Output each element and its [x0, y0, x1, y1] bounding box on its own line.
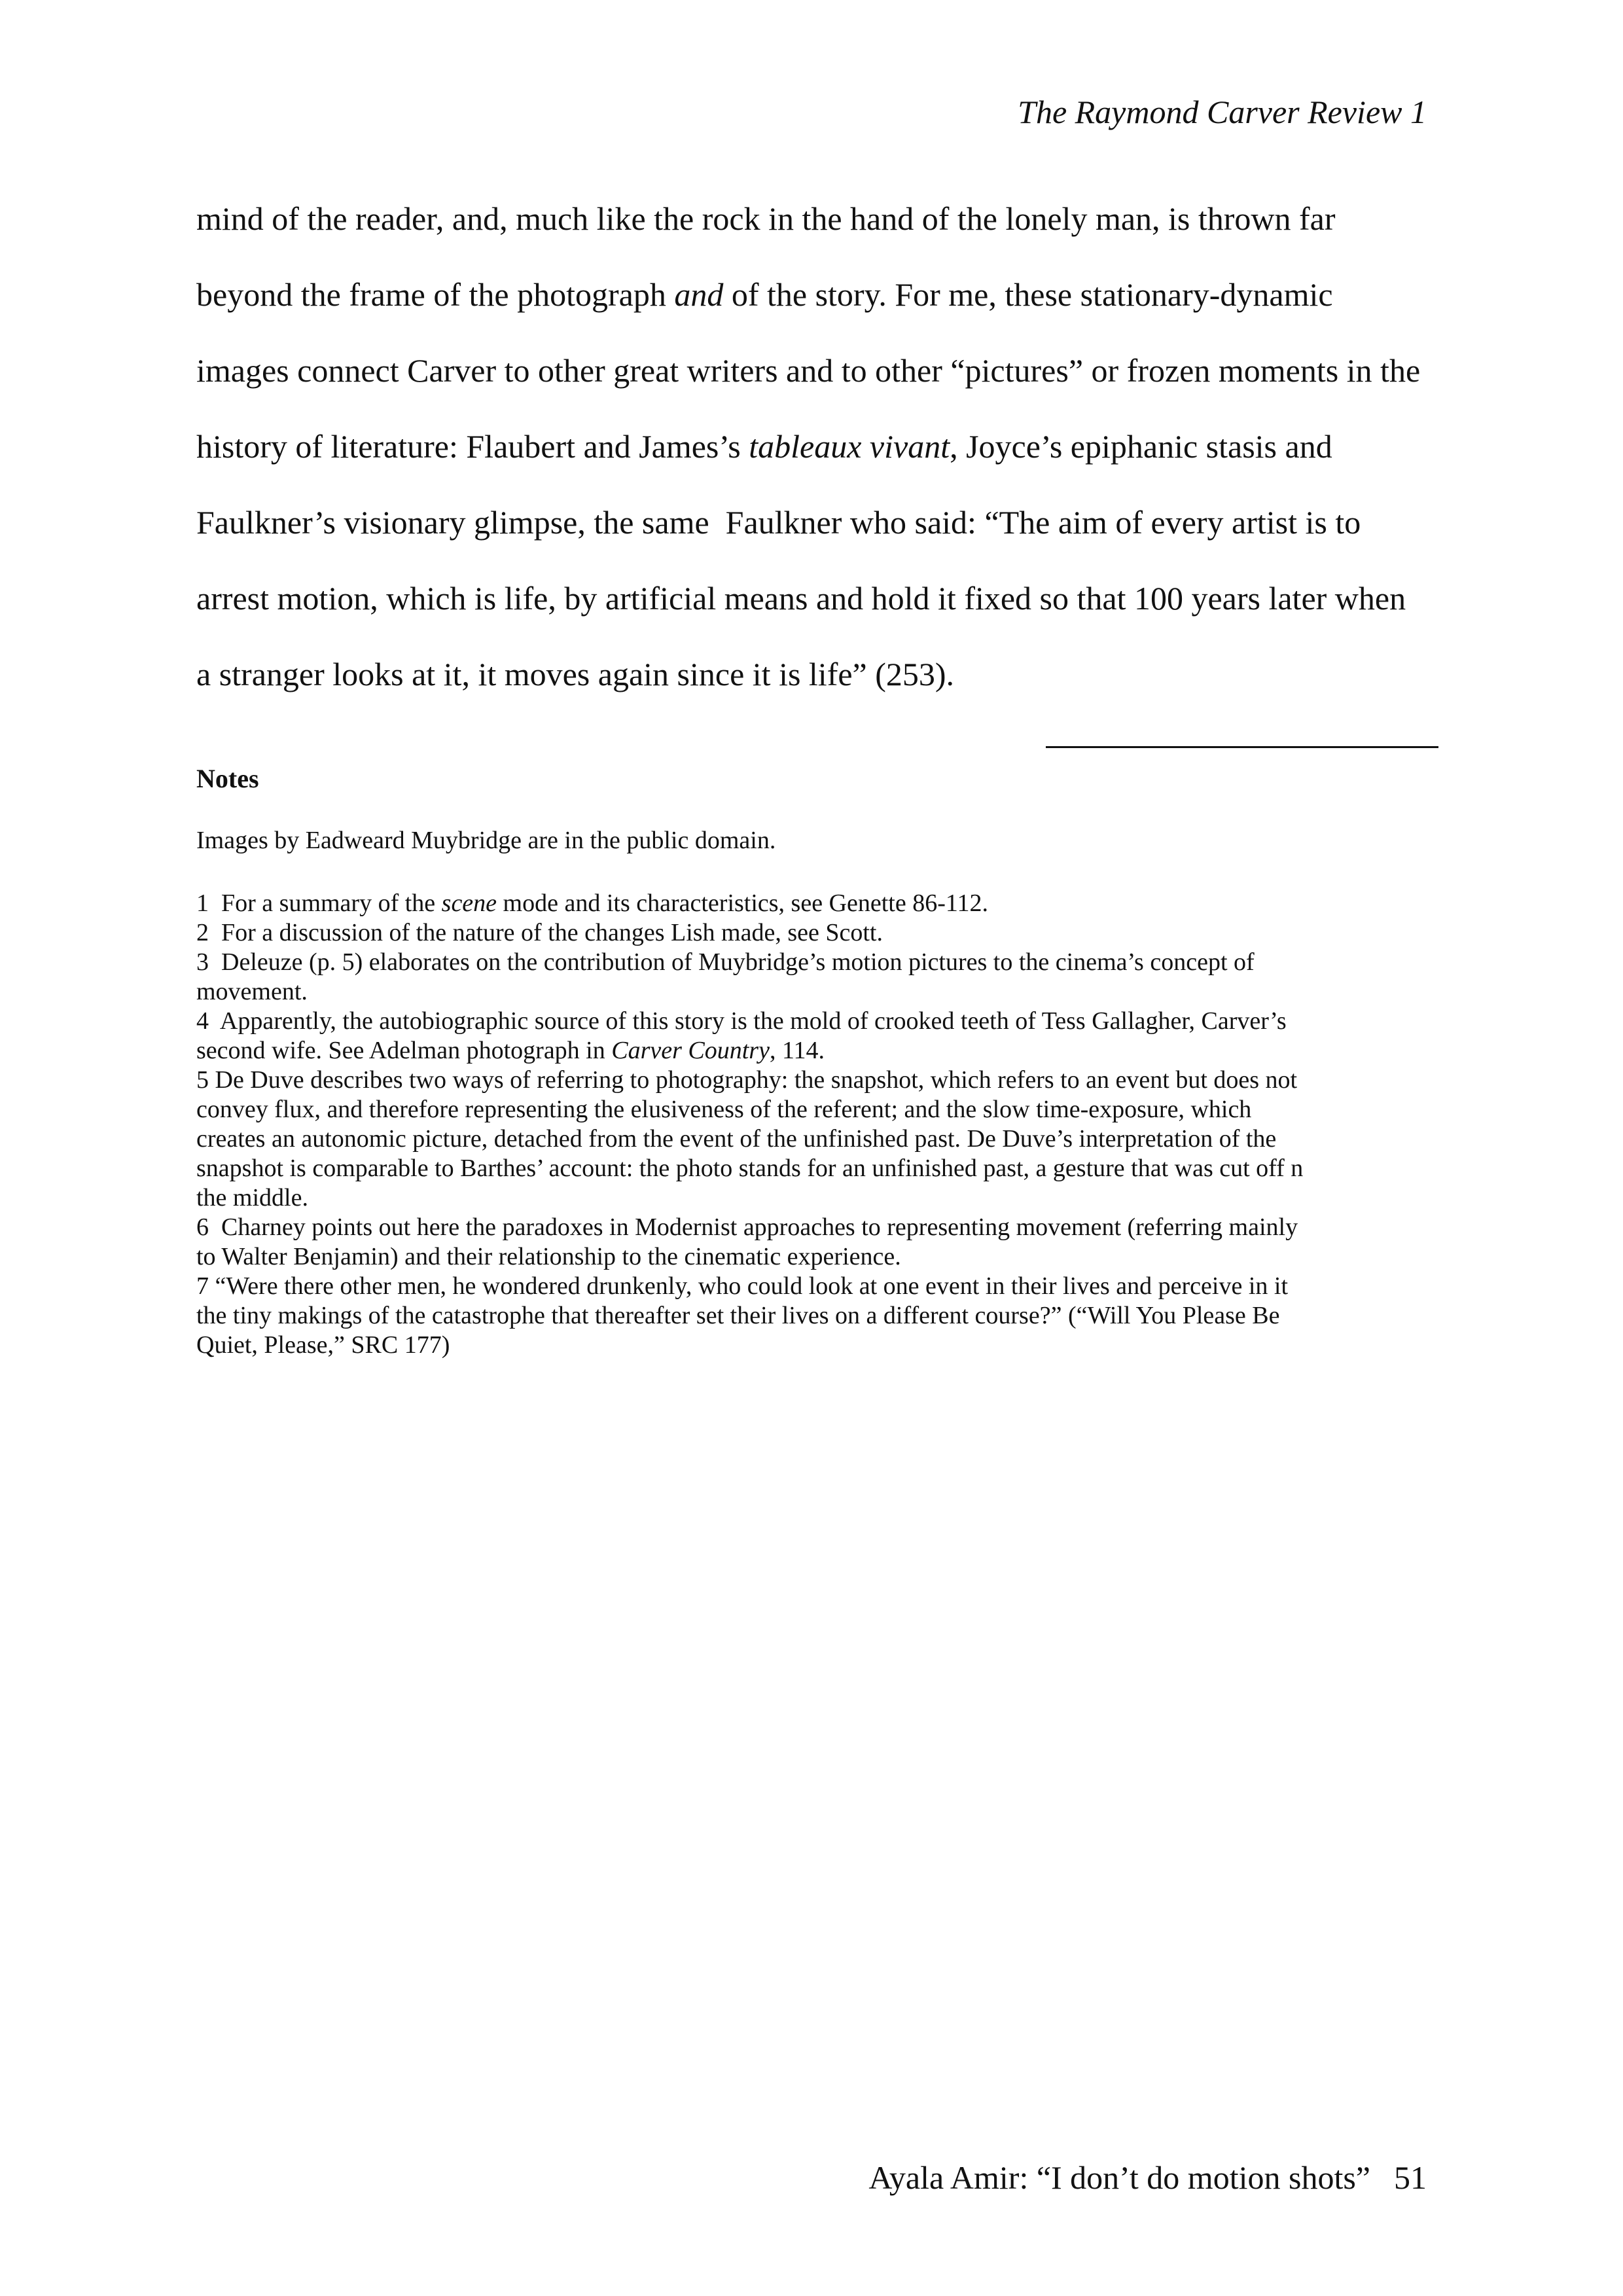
- text-segment: 3 Deleuze (p. 5) elaborates on the contribution of Muybridge’s motion pictures to the cinema’s concept of: [196, 948, 1255, 976]
- text-segment: 7 “Were there other men, he wondered drunkenly, who could look at one event in their lives and perceive in it: [196, 1272, 1289, 1300]
- body-line: [196, 571, 1440, 647]
- text-segment: beyond the frame of the photograph: [196, 276, 675, 313]
- body-line: [196, 191, 1440, 267]
- text-segment: of the story. For me, these stationary-dynamic: [723, 276, 1333, 313]
- text-segment: mind of the reader, and, much like the rock in the hand of the lonely man, is thrown far: [196, 200, 1336, 237]
- text-segment: the middle.: [196, 1184, 308, 1211]
- note-line: [196, 1272, 1440, 1301]
- notes-intro: Images by Eadweard Muybridge are in the public domain.: [196, 827, 776, 854]
- note-line: [196, 948, 1440, 977]
- page-number: 51: [1394, 2159, 1427, 2196]
- text-segment: movement.: [196, 978, 308, 1005]
- notes-list: [196, 889, 1440, 1360]
- text-segment: the tiny makings of the catastrophe that thereafter set their lives on a different course?” (“Will You Please Be: [196, 1302, 1280, 1329]
- text-segment: arrest motion, which is life, by artificial means and hold it fixed so that 100 years later when: [196, 580, 1406, 617]
- body-line: [196, 343, 1440, 419]
- text-segment: Quiet, Please,” SRC 177): [196, 1331, 450, 1359]
- running-footer: [868, 2159, 1427, 2197]
- text-segment: 5 De Duve describes two ways of referring to photography: the snapshot, which refers to an event but does not: [196, 1066, 1298, 1094]
- body-line: [196, 495, 1440, 571]
- italic-segment: scene: [441, 889, 497, 917]
- text-segment: snapshot is comparable to Barthes’ account: the photo stands for an unfinished past, a gesture that was cut off n: [196, 1155, 1304, 1182]
- text-segment: 2 For a discussion of the nature of the changes Lish made, see Scott.: [196, 919, 883, 946]
- italic-segment: and: [674, 276, 724, 313]
- note-line: [196, 1154, 1440, 1183]
- text-segment: history of literature: Flaubert and James’s: [196, 428, 749, 465]
- body-line: [196, 267, 1440, 343]
- note-line: [196, 1183, 1440, 1213]
- text-segment: 6 Charney points out here the paradoxes in Modernist approaches to representing movement (referring mainly: [196, 1213, 1298, 1241]
- note-line: [196, 1331, 1440, 1360]
- body-text: [196, 191, 1440, 723]
- note-line: [196, 977, 1440, 1007]
- italic-segment: tableaux vivant: [749, 428, 950, 465]
- note-line: [196, 1242, 1440, 1272]
- running-header: The Raymond Carver Review 1: [1018, 94, 1427, 130]
- text-segment: images connect Carver to other great writers and to other “pictures” or frozen moments in the: [196, 352, 1421, 389]
- note-line: [196, 889, 1440, 918]
- notes-separator-rule: [1046, 746, 1438, 748]
- text-segment: 1 For a summary of the: [196, 889, 442, 917]
- text-segment: convey flux, and therefore representing the elusiveness of the referent; and the slow time-exposure, which: [196, 1096, 1252, 1123]
- text-segment: Faulkner’s visionary glimpse, the same Faulkner who said: “The aim of every artist is to: [196, 504, 1361, 541]
- note-line: [196, 1095, 1440, 1124]
- text-segment: , Joyce’s epiphanic stasis and: [950, 428, 1332, 465]
- text-segment: mode and its characteristics, see Genette 86-112.: [497, 889, 988, 917]
- italic-segment: Carver Country: [611, 1037, 770, 1064]
- note-line: [196, 1066, 1440, 1095]
- text-segment: second wife. See Adelman photograph in: [196, 1037, 612, 1064]
- text-segment: creates an autonomic picture, detached from the event of the unfinished past. De Duve’s interpretation of the: [196, 1125, 1277, 1153]
- notes-heading: Notes: [196, 764, 259, 793]
- note-line: [196, 918, 1440, 948]
- text-segment: , 114.: [769, 1037, 825, 1064]
- note-line: [196, 1007, 1440, 1036]
- footer-author-title: Ayala Amir: “I don’t do motion shots”: [868, 2159, 1370, 2196]
- text-segment: a stranger looks at it, it moves again since it is life” (253).: [196, 656, 955, 692]
- body-line: [196, 647, 1440, 723]
- text-segment: 4 Apparently, the autobiographic source of this story is the mold of crooked teeth of Tess Gallagher, Carver’s: [196, 1007, 1287, 1035]
- note-line: [196, 1301, 1440, 1331]
- note-line: [196, 1036, 1440, 1066]
- note-line: [196, 1213, 1440, 1242]
- text-segment: to Walter Benjamin) and their relationship to the cinematic experience.: [196, 1243, 901, 1270]
- note-line: [196, 1124, 1440, 1154]
- body-line: [196, 419, 1440, 495]
